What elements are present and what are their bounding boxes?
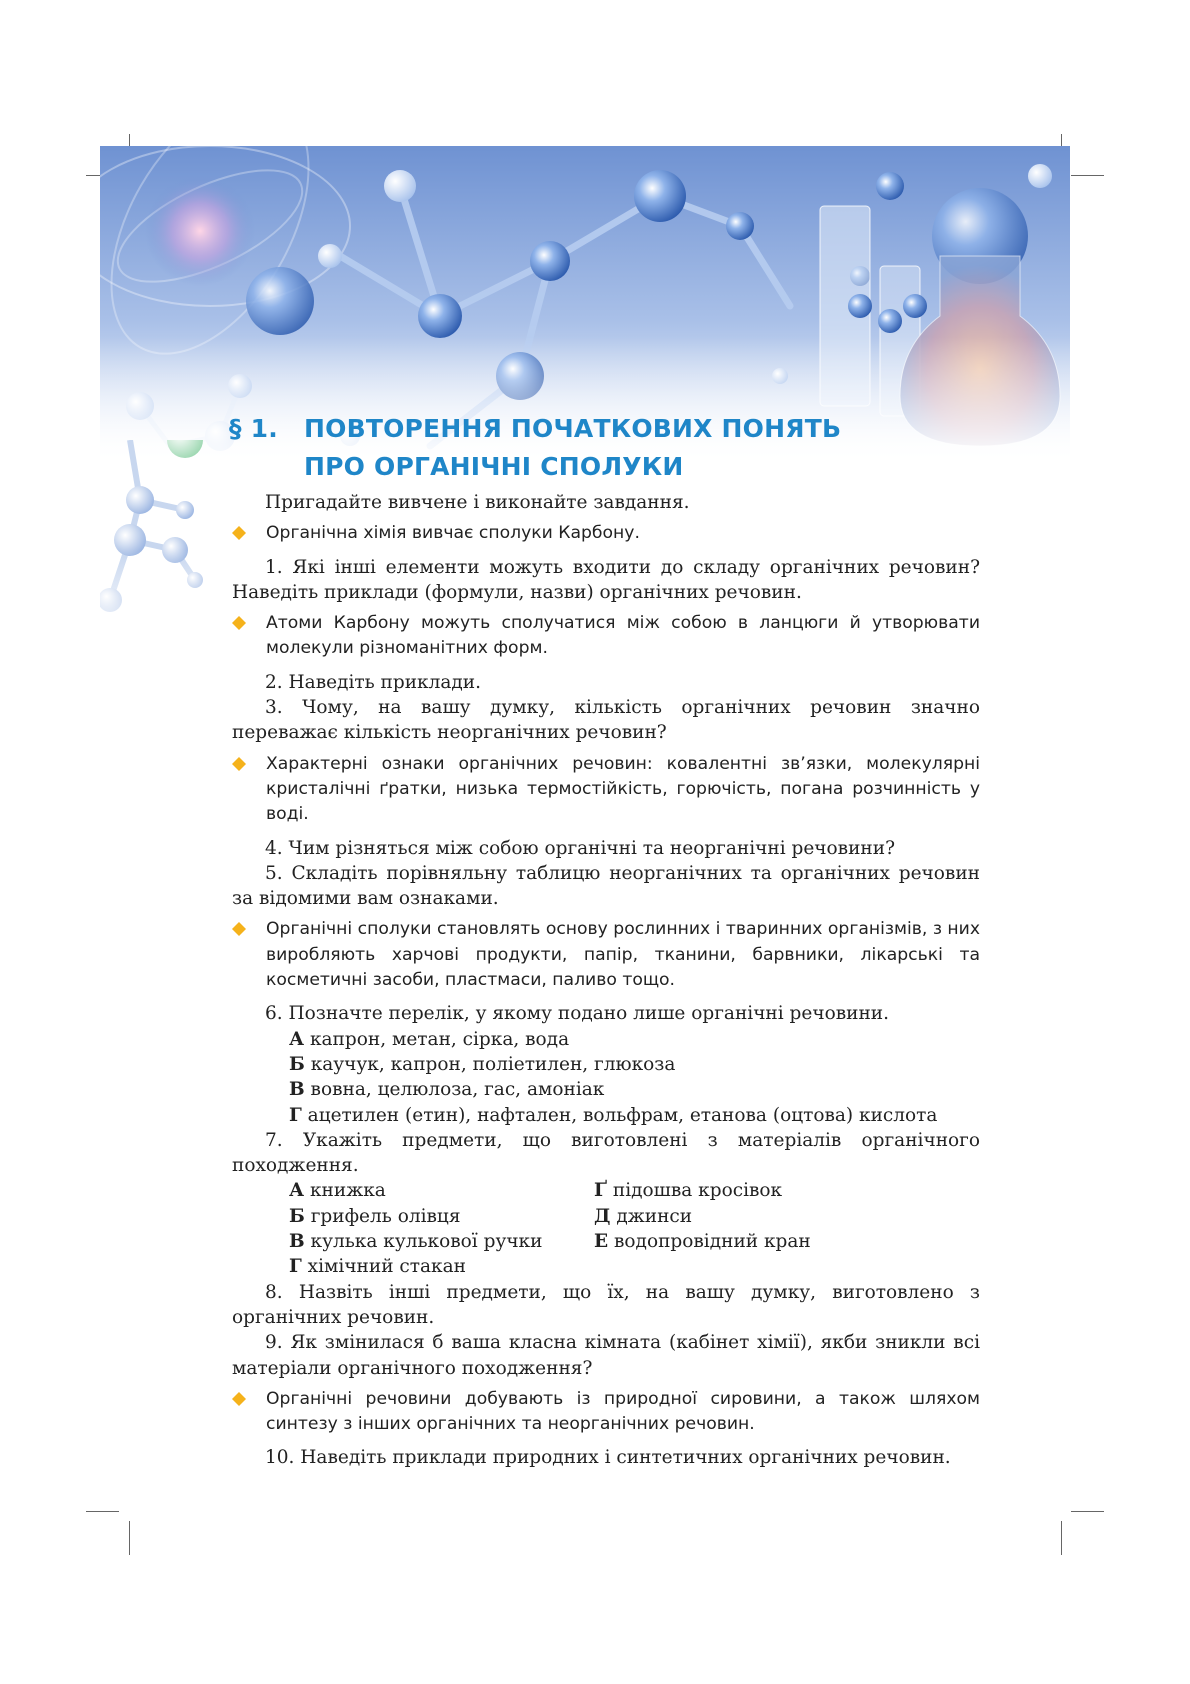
lesson-content [232,490,980,1471]
key-fact-text: Органічні сполуки становлять основу рослинних і тваринних організмів, з них виробляють харчові продукти, папір, тканини, барвники, лікарські та косметичні засоби, пластмаси, паливо тощо. [266,919,981,991]
option-letter: Д [594,1205,611,1227]
diamond-bullet-icon [232,922,246,936]
option-letter: А [289,1180,305,1202]
answer-option [289,1103,980,1128]
intro-text: Пригадайте вивчене і виконайте завдання. [265,492,690,513]
option-letter: Е [594,1231,609,1253]
diamond-bullet-icon [232,616,246,630]
option-text: джинси [616,1205,693,1227]
question-3: 3. Чому, на вашу думку, кількість органічних речовин значно переважає кількість неорганічних речовин? [232,697,980,744]
crop-mark [86,1511,119,1512]
key-fact [232,1387,980,1438]
question-7: 7. Укажіть предмети, що виготовлені з матеріалів органічного походження. [232,1129,980,1177]
answer-option [289,1229,594,1254]
crop-mark [1071,175,1104,176]
crop-mark [129,1521,130,1555]
title-line-2: ПРО ОРГАНІЧНІ СПОЛУКИ [304,452,684,481]
option-text: хімічний стакан [307,1256,466,1278]
option-letter: Б [289,1053,305,1075]
key-fact [232,611,980,662]
option-text: каучук, капрон, поліетилен, глюкоза [310,1053,676,1075]
answer-option [289,1077,980,1102]
answer-option [289,1204,594,1229]
section-title [229,410,841,486]
question-4: 4. Чим різняться між собою органічні та неорганічні речовини? [265,837,895,859]
diamond-bullet-icon [232,757,246,771]
diamond-bullet-icon [232,1392,246,1406]
option-letter: Б [289,1205,305,1227]
answer-option [289,1052,980,1077]
molecule-illustration [100,440,210,640]
question-1: 1. Які інші елементи можуть входити до складу органічних речовин? Наведіть приклади (формули, назви) органічних речовин. [232,556,980,603]
option-text: ацетилен (етин), нафтален, вольфрам, етанова (оцтова) кислота [307,1104,938,1126]
question-8: 8. Назвіть інші предмети, що їх, на вашу думку, виготовлено з органічних речовин. [232,1281,980,1328]
answer-option [289,1027,980,1052]
crop-mark [1061,1521,1062,1555]
answer-option [289,1178,594,1203]
key-fact [232,917,980,993]
answer-option [594,1229,894,1254]
answer-option [594,1204,894,1229]
question-9: 9. Як змінилася б ваша класна кімната (кабінет хімії), якби зникли всі матеріали органічного походження? [232,1332,980,1379]
key-fact-text: Атоми Карбону можуть сполучатися між собою в ланцюги й утворювати молекули різноманітних форм. [266,613,980,659]
crop-mark [1071,1511,1104,1512]
diamond-bullet-icon [232,526,246,540]
option-text: книжка [309,1180,386,1202]
key-fact [232,521,980,546]
key-fact-text: Характерні ознаки органічних речовин: ковалентні зв’язки, молекулярні кристалічні ґратки, низька термостійкість, горючість, погана розчинність у воді. [266,753,980,825]
option-letter: Г [289,1256,302,1278]
option-text: капрон, метан, сірка, вода [309,1028,570,1050]
option-letter: Ґ [594,1180,607,1202]
question-10: 10. Наведіть приклади природних і синтетичних органічних речовин. [265,1447,951,1469]
key-fact [232,752,980,828]
question-6-options [232,1027,980,1128]
option-text: вовна, целюлоза, гас, амоніак [310,1079,605,1101]
option-text: підошва кросівок [612,1180,783,1202]
question-6: 6. Позначте перелік, у якому подано лише органічні речовини. [265,1003,890,1025]
question-7-options [232,1178,980,1279]
answer-option [289,1254,594,1279]
section-number: § 1. [229,414,278,443]
option-text: грифель олівця [310,1205,461,1227]
option-text: кулька кулькової ручки [310,1231,543,1253]
option-letter: А [289,1028,305,1050]
title-line-1: ПОВТОРЕННЯ ПОЧАТКОВИХ ПОНЯТЬ [304,414,842,443]
option-letter: В [289,1231,305,1253]
option-letter: В [289,1079,305,1101]
answer-option [594,1178,894,1203]
option-text: водопровідний кран [614,1231,811,1253]
option-letter: Г [289,1104,302,1126]
key-fact-text: Органічна хімія вивчає сполуки Карбону. [266,523,640,544]
key-fact-text: Органічні речовини добувають із природної сировини, а також шляхом синтезу з інших органічних та неорганічних речовин. [266,1388,980,1435]
question-2: 2. Наведіть приклади. [265,671,482,693]
question-5: 5. Складіть порівняльну таблицю неорганічних та органічних речовин за відомими вам ознаками. [232,862,980,910]
